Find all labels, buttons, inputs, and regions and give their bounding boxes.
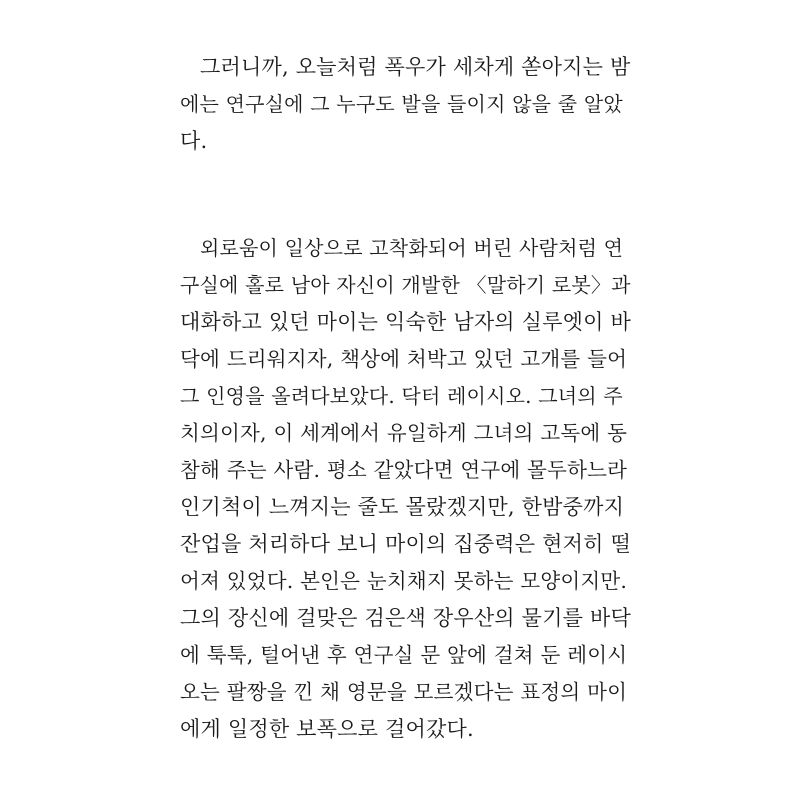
text-line: 닥에 드리워지자, 책상에 처박고 있던 고개를 들어 <box>180 347 628 371</box>
text-line: 잔업을 처리하다 보니 마이의 집중력은 현저히 떨 <box>180 532 631 556</box>
text-line: 치의이자, 이 세계에서 유일하게 그녀의 고독에 동 <box>180 421 628 445</box>
text-line: 다. <box>180 129 208 153</box>
text-line: 어져 있었다. 본인은 눈치채지 못하는 모양이지만. <box>180 569 628 593</box>
text-line: 대화하고 있던 마이는 익숙한 남자의 실루엣이 바 <box>180 310 631 334</box>
text-line: 에 툭툭, 털어낸 후 연구실 문 앞에 걸쳐 둔 레이시 <box>180 643 628 667</box>
text-line: 참해 주는 사람. 평소 같았다면 연구에 몰두하느라 <box>180 458 628 482</box>
text-line: 에게 일정한 보폭으로 걸어갔다. <box>180 717 474 741</box>
text-line: 구실에 홀로 남아 자신이 개발한 〈말하기 로봇〉과 <box>180 273 631 297</box>
text-line: 에는 연구실에 그 누구도 발을 들이지 않을 줄 알았 <box>180 92 623 116</box>
text-line: 그의 장신에 걸맞은 검은색 장우산의 물기를 바닥 <box>180 606 631 630</box>
text-line: 오는 팔짱을 낀 채 영문을 모르겠다는 표정의 마이 <box>180 680 628 704</box>
text-line: 인기척이 느껴지는 줄도 몰랐겠지만, 한밤중까지 <box>180 495 625 519</box>
text-line: 그러니까, 오늘처럼 폭우가 세차게 쏟아지는 밤 <box>200 55 631 79</box>
text-line: 그 인영을 올려다보았다. 닥터 레이시오. 그녀의 주 <box>180 384 623 408</box>
text-line: 외로움이 일상으로 고착화되어 버린 사람처럼 연 <box>200 236 624 260</box>
